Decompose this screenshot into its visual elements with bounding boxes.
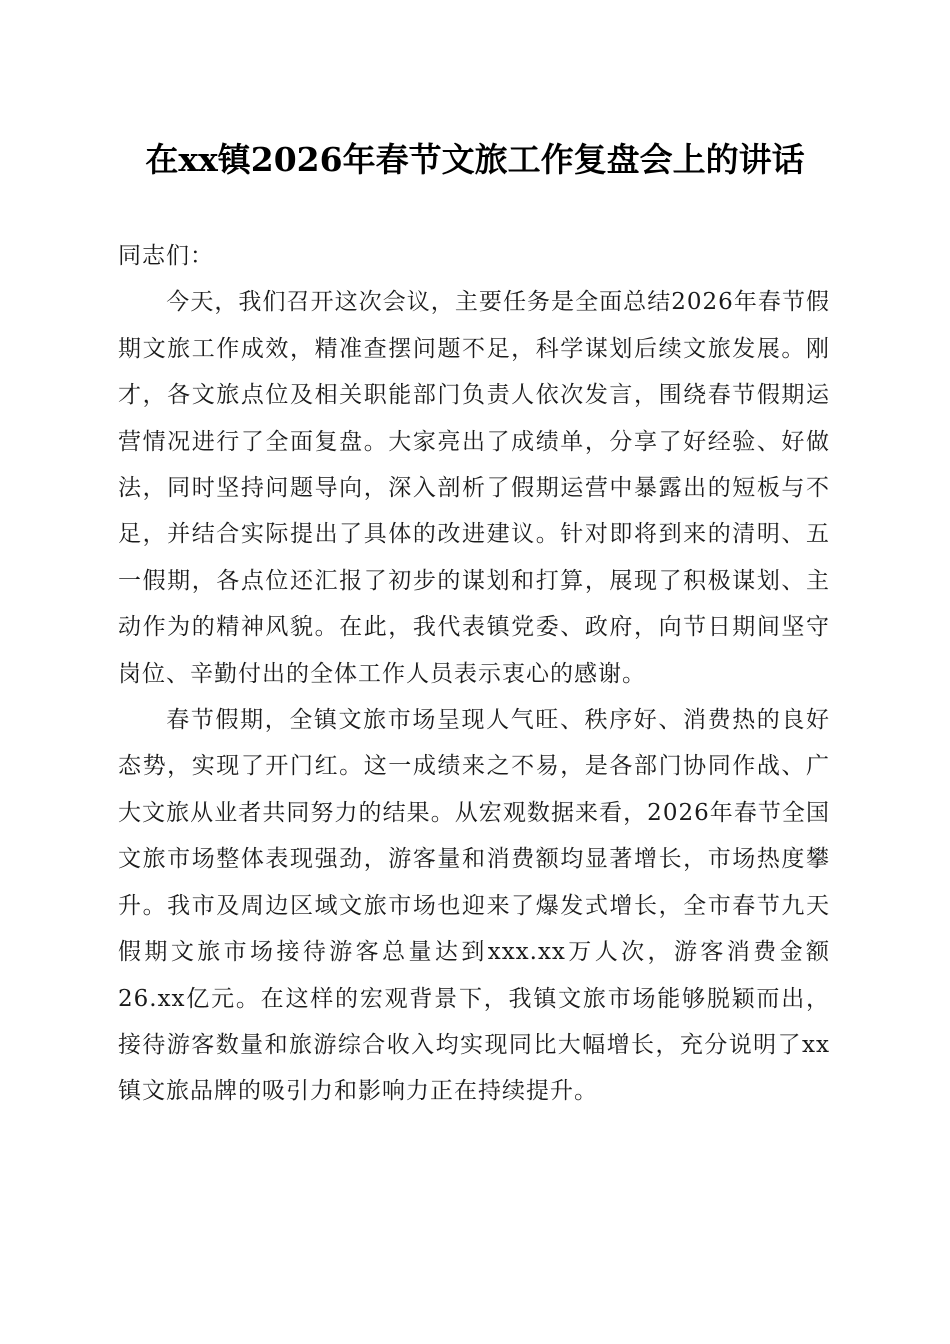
paragraph-2: 春节假期，全镇文旅市场呈现人气旺、秩序好、消费热的良好态势，实现了开门红。这一成绩来之不易，是各部门协同作战、广大文旅从业者共同努力的结果。从宏观数据来看，2026年春节全国文旅市场整体表现强劲，游客量和消费额均显著增长，市场热度攀升。我市及周边区域文旅市场也迎来了爆发式增长，全市春节九天假期文旅市场接待游客总量达到xxx.xx万人次，游客消费金额26.xx亿元。在这样的宏观背景下，我镇文旅市场能够脱颖而出，接待游客数量和旅游综合收入均实现同比大幅增长，充分说明了xx镇文旅品牌的吸引力和影响力正在持续提升。 xyxy=(118,707,830,1105)
document-title: 在xx镇2026年春节文旅工作复盘会上的讲话 xyxy=(145,140,805,179)
document-body xyxy=(118,233,830,1115)
paragraph-1: 今天，我们召开这次会议，主要任务是全面总结2026年春节假期文旅工作成效，精准查摆问题不足，科学谋划后续文旅发展。刚才，各文旅点位及相关职能部门负责人依次发言，围绕春节假期运营情况进行了全面复盘。大家亮出了成绩单，分享了好经验、好做法，同时坚持问题导向，深入剖析了假期运营中暴露出的短板与不足，并结合实际提出了具体的改进建议。针对即将到来的清明、五一假期，各点位还汇报了初步的谋划和打算，展现了积极谋划、主动作为的精神风貌。在此，我代表镇党委、政府，向节日期间坚守岗位、辛勤付出的全体工作人员表示衷心的感谢。 xyxy=(118,289,830,687)
salutation: 同志们： xyxy=(118,243,214,269)
